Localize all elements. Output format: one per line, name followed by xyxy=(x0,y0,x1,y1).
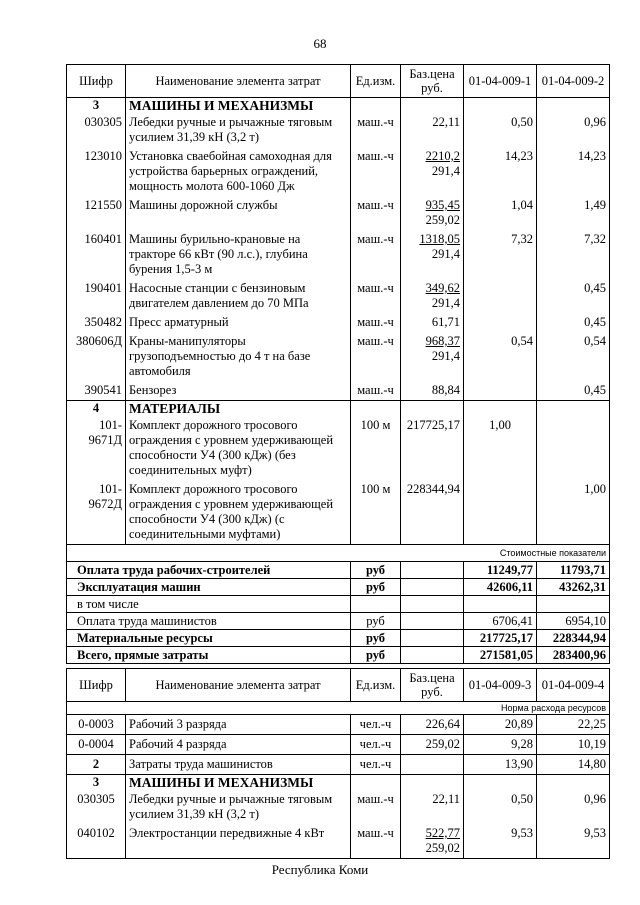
header-name: Наименование элемента затрат xyxy=(126,669,351,702)
resource-code: 101-9671Д xyxy=(67,416,126,480)
empty-cell xyxy=(401,579,464,596)
value-col3: 0,50 xyxy=(464,790,537,824)
table-row xyxy=(67,332,610,381)
base-price: 217725,17 xyxy=(401,416,464,480)
section-row xyxy=(67,401,610,417)
resource-unit: маш.-ч xyxy=(351,113,401,147)
empty-cell xyxy=(401,613,464,630)
base-price: 1318,05 xyxy=(419,232,460,246)
resource-code: 380606Д xyxy=(67,332,126,381)
price-cell xyxy=(401,824,464,859)
total-col2: 11793,71 xyxy=(537,562,610,579)
total-col1: 271581,05 xyxy=(464,647,537,664)
resource-unit: чел.-ч xyxy=(351,755,401,775)
resource-unit: маш.-ч xyxy=(351,279,401,313)
table-row xyxy=(67,790,610,824)
total-unit: руб xyxy=(351,562,401,579)
base-price: 349,62 xyxy=(425,281,460,295)
value-col2 xyxy=(537,416,610,480)
price-cell xyxy=(401,279,464,313)
value-col2: 0,45 xyxy=(537,313,610,332)
value-col1: 0,54 xyxy=(464,332,537,381)
base-price: 522,77 xyxy=(425,826,460,840)
header-unit: Ед.изм. xyxy=(351,669,401,702)
total-row xyxy=(67,613,610,630)
price-cell xyxy=(401,147,464,196)
value-col3: 13,90 xyxy=(464,755,537,775)
base-price: 968,37 xyxy=(425,334,460,348)
total-unit: руб xyxy=(351,613,401,630)
empty-cell xyxy=(401,401,464,417)
total-name: в том числе xyxy=(67,596,351,613)
value-col4: 22,25 xyxy=(537,715,610,735)
value-col2: 0,54 xyxy=(537,332,610,381)
empty-cell xyxy=(537,775,610,791)
total-col1: 11249,77 xyxy=(464,562,537,579)
value-col1: 7,32 xyxy=(464,230,537,279)
header-code: Шифр xyxy=(67,669,126,702)
value-col2: 0,45 xyxy=(537,279,610,313)
base-price: 88,84 xyxy=(431,383,460,397)
resource-code: 190401 xyxy=(67,279,126,313)
total-unit: руб xyxy=(351,630,401,647)
empty-cell xyxy=(401,562,464,579)
header-col3: 01-04-009-3 xyxy=(464,669,537,702)
total-row xyxy=(67,596,610,613)
resource-code: 123010 xyxy=(67,147,126,196)
header-col1: 01-04-009-1 xyxy=(464,65,537,98)
resource-name: Бензорез xyxy=(126,381,351,401)
total-unit xyxy=(351,596,401,613)
table-row xyxy=(67,735,610,755)
operator-wage: 259,02 xyxy=(425,213,460,227)
value-col4: 0,96 xyxy=(537,790,610,824)
total-name: Всего, прямые затраты xyxy=(67,647,351,664)
resource-name: Насосные станции с бензиновым двигателем давлением до 70 МПа xyxy=(126,279,351,313)
resource-unit: маш.-ч xyxy=(351,332,401,381)
total-col1: 6706,41 xyxy=(464,613,537,630)
resource-code: 101-9672Д xyxy=(67,480,126,545)
empty-cell xyxy=(464,401,537,417)
resource-code: 0-0003 xyxy=(67,715,126,735)
total-col2 xyxy=(537,596,610,613)
section-number: 3 xyxy=(67,98,126,114)
total-col2: 6954,10 xyxy=(537,613,610,630)
empty-cell xyxy=(351,98,401,114)
norm-label-row xyxy=(67,702,610,715)
value-col1: 1,04 xyxy=(464,196,537,230)
value-col1: 1,00 xyxy=(464,416,537,480)
table-row xyxy=(67,715,610,735)
section-number: 4 xyxy=(67,401,126,417)
base-price: 22,11 xyxy=(432,115,460,129)
table-row xyxy=(67,279,610,313)
value-col2: 0,45 xyxy=(537,381,610,401)
total-col1: 42606,11 xyxy=(464,579,537,596)
table-row xyxy=(67,381,610,401)
resource-unit: 100 м xyxy=(351,416,401,480)
empty-cell xyxy=(401,755,464,775)
resource-unit: 100 м xyxy=(351,480,401,545)
total-col2: 43262,31 xyxy=(537,579,610,596)
resource-name: Комплект дорожного тросового ограждения с уровнем удерживающей способности У4 (300 кДж) (с соединительными муфтами) xyxy=(126,480,351,545)
resource-unit: маш.-ч xyxy=(351,824,401,859)
resource-name: Комплект дорожного тросового ограждения с уровнем удерживающей способности У4 (300 кДж) (без соединительных муфт) xyxy=(126,416,351,480)
header-col2: 01-04-009-2 xyxy=(537,65,610,98)
resource-code: 030305 xyxy=(67,790,126,824)
empty-cell xyxy=(537,401,610,417)
total-col2: 283400,96 xyxy=(537,647,610,664)
price-cell xyxy=(401,196,464,230)
header-price: Баз.цена руб. xyxy=(401,65,464,98)
resource-name: Краны-манипуляторы грузоподъемностью до 4 т на базе автомобиля xyxy=(126,332,351,381)
operator-wage: 291,4 xyxy=(431,247,460,261)
value-col2: 14,23 xyxy=(537,147,610,196)
section-title: МАШИНЫ И МЕХАНИЗМЫ xyxy=(126,98,351,114)
total-unit: руб xyxy=(351,647,401,664)
section-title: МАТЕРИАЛЫ xyxy=(126,401,351,417)
total-row xyxy=(67,579,610,596)
resource-name: Рабочий 4 разряда xyxy=(126,735,351,755)
section-number: 2 xyxy=(67,755,126,775)
value-col3: 9,53 xyxy=(464,824,537,859)
value-col1: 0,50 xyxy=(464,113,537,147)
empty-cell xyxy=(537,98,610,114)
value-col1 xyxy=(464,381,537,401)
empty-cell xyxy=(401,596,464,613)
empty-cell xyxy=(351,775,401,791)
table-header xyxy=(67,65,610,98)
page-number: 68 xyxy=(313,36,327,51)
base-price: 226,64 xyxy=(401,715,464,735)
header-code: Шифр xyxy=(67,65,126,98)
operator-wage: 291,4 xyxy=(431,164,460,178)
resource-code: 350482 xyxy=(67,313,126,332)
empty-cell xyxy=(401,647,464,664)
price-cell xyxy=(401,790,464,824)
base-price: 2210,2 xyxy=(425,149,460,163)
operator-wage: 291,4 xyxy=(431,296,460,310)
price-cell xyxy=(401,381,464,401)
empty-cell xyxy=(401,98,464,114)
total-col1: 217725,17 xyxy=(464,630,537,647)
total-name: Эксплуатация машин xyxy=(67,579,351,596)
resource-name: Машины бурильно-крановые на тракторе 66 кВт (90 л.с.), глубина бурения 1,5-3 м xyxy=(126,230,351,279)
section-row xyxy=(67,755,610,775)
base-price: 61,71 xyxy=(431,315,460,329)
total-col1 xyxy=(464,596,537,613)
value-col2: 1,00 xyxy=(537,480,610,545)
price-cell xyxy=(401,230,464,279)
resource-unit: маш.-ч xyxy=(351,147,401,196)
value-col3: 9,28 xyxy=(464,735,537,755)
total-row xyxy=(67,630,610,647)
resource-name: Лебедки ручные и рычажные тяговым усилием 31,39 кН (3,2 т) xyxy=(126,790,351,824)
resource-unit: маш.-ч xyxy=(351,381,401,401)
table-row xyxy=(67,416,610,480)
price-cell xyxy=(401,113,464,147)
section-row xyxy=(67,98,610,114)
resource-code: 121550 xyxy=(67,196,126,230)
value-col1 xyxy=(464,279,537,313)
section-title: Затраты труда машинистов xyxy=(126,755,351,775)
table-row xyxy=(67,196,610,230)
resource-unit: маш.-ч xyxy=(351,790,401,824)
value-col1 xyxy=(464,313,537,332)
resource-unit: чел.-ч xyxy=(351,735,401,755)
resource-name: Установка сваебойная самоходная для устройства барьерных ограждений, мощность молота 600-1060 Дж xyxy=(126,147,351,196)
base-price: 228344,94 xyxy=(401,480,464,545)
value-col2: 1,49 xyxy=(537,196,610,230)
resource-name: Пресс арматурный xyxy=(126,313,351,332)
total-name: Оплата труда рабочих-строителей xyxy=(67,562,351,579)
total-col2: 228344,94 xyxy=(537,630,610,647)
resource-name: Рабочий 3 разряда xyxy=(126,715,351,735)
section-number: 3 xyxy=(67,775,126,791)
total-unit: руб xyxy=(351,579,401,596)
section-row xyxy=(67,775,610,791)
value-col1 xyxy=(464,480,537,545)
table-row xyxy=(67,313,610,332)
resource-name: Электростанции передвижные 4 кВт xyxy=(126,824,351,859)
table-row xyxy=(67,230,610,279)
empty-cell xyxy=(464,98,537,114)
resource-name: Машины дорожной службы xyxy=(126,196,351,230)
price-cell xyxy=(401,313,464,332)
resource-table-1 xyxy=(66,64,610,664)
section-title: МАШИНЫ И МЕХАНИЗМЫ xyxy=(126,775,351,791)
resource-unit: маш.-ч xyxy=(351,230,401,279)
header-col4: 01-04-009-4 xyxy=(537,669,610,702)
empty-cell xyxy=(401,630,464,647)
value-col4: 9,53 xyxy=(537,824,610,859)
resource-name: Лебедки ручные и рычажные тяговым усилием 31,39 кН (3,2 т) xyxy=(126,113,351,147)
page-footer: Республика Коми xyxy=(271,862,369,877)
cost-label: Стоимостные показатели xyxy=(67,545,610,562)
value-col4: 14,80 xyxy=(537,755,610,775)
total-name: Материальные ресурсы xyxy=(67,630,351,647)
table-header xyxy=(67,669,610,702)
total-row xyxy=(67,562,610,579)
operator-wage: 259,02 xyxy=(425,841,460,855)
base-price: 22,11 xyxy=(432,792,460,806)
value-col2: 7,32 xyxy=(537,230,610,279)
table-row xyxy=(67,147,610,196)
value-col4: 10,19 xyxy=(537,735,610,755)
table-row xyxy=(67,480,610,545)
cost-label-row xyxy=(67,545,610,562)
table-row xyxy=(67,113,610,147)
price-cell xyxy=(401,332,464,381)
resource-table-2 xyxy=(66,668,610,859)
empty-cell xyxy=(351,401,401,417)
resource-code: 0-0004 xyxy=(67,735,126,755)
base-price: 935,45 xyxy=(425,198,460,212)
resource-code: 040102 xyxy=(67,824,126,859)
resource-code: 030305 xyxy=(67,113,126,147)
header-price: Баз.цена руб. xyxy=(401,669,464,702)
value-col1: 14,23 xyxy=(464,147,537,196)
resource-unit: чел.-ч xyxy=(351,715,401,735)
resource-code: 160401 xyxy=(67,230,126,279)
header-name: Наименование элемента затрат xyxy=(126,65,351,98)
empty-cell xyxy=(401,775,464,791)
header-unit: Ед.изм. xyxy=(351,65,401,98)
resource-code: 390541 xyxy=(67,381,126,401)
resource-unit: маш.-ч xyxy=(351,196,401,230)
base-price: 259,02 xyxy=(401,735,464,755)
operator-wage: 291,4 xyxy=(431,349,460,363)
norm-label: Норма расхода ресурсов xyxy=(67,702,610,715)
value-col2: 0,96 xyxy=(537,113,610,147)
total-row xyxy=(67,647,610,664)
table-row xyxy=(67,824,610,859)
resource-unit: маш.-ч xyxy=(351,313,401,332)
empty-cell xyxy=(464,775,537,791)
value-col3: 20,89 xyxy=(464,715,537,735)
total-name: Оплата труда машинистов xyxy=(67,613,351,630)
